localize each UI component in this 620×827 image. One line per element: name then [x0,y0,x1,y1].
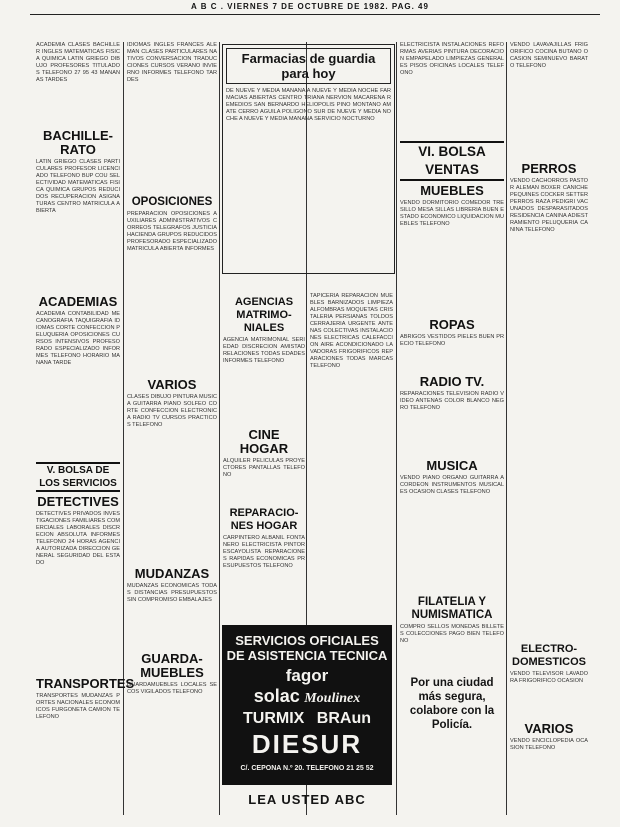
classified-text: VENDO CACHORROS PASTOR ALEMAN BOXER CANICHE PEQUINES COCKER SETTER PERROS RAZA PEDIGRI VACUNADOS DESPARASITADOS RESIDENCIA CANINA ADIESTRAMIENTO PELUQUERIA CANINA TELEFONO [510,178,589,233]
column-divider [123,42,124,815]
page-header: A B C . VIERNES 7 DE OCTUBRE DE 1982. PAG. 49 [191,2,429,11]
column-divider [219,42,220,815]
column-divider [396,42,397,815]
column-1 [36,42,135,812]
classified-text: TAPICERIA REPARACION MUEBLES BARNIZADOS LIMPIEZA ALFOMBRAS MOQUETAS CRISTALERIA PERSIANAS TOLDOS CERRAJERIA URGENTE ANTENAS COLECTIVAS INSTALACIONES ELECTRICAS CALEFACCION AIRE ACONDICIONADO LAVADORAS FRIGORIFICOS REPARACIONES TODAS MARCAS TELEFONO [310,293,393,369]
section-title-guardamuebles: GUARDA-MUEBLES [140,651,204,680]
section-title-bolsa-ventas: VI. BOLSA VENTAS [400,141,504,181]
police-campaign: Por una ciudad más segura, colabore con la Policía. [409,677,495,731]
column-5 [400,42,504,812]
section-title-bachillerato: BACHILLE-RATO [42,128,114,157]
farmacias-title: Farmacias de guardia para hoy [226,48,391,84]
section-title-academias: ACADEMIAS [38,294,118,309]
classified-text: AGENCIA MATRIMONIAL SERIEDAD DISCRECION AMISTAD RELACIONES TODAS EDADES INFORMES TELEFONO [223,337,305,364]
section-title-ropas: ROPAS [429,317,475,332]
classified-text: ABRIGOS VESTIDOS PIELES BUEN PRECIO TELEFONO [400,334,504,347]
ad-address: C/. CEPONA N.º 20. TELEFONO 21 25 52 [240,765,374,772]
column-4 [310,293,393,623]
servicios-oficiales-ad [222,625,392,785]
classified-text: CARPINTERO ALBANIL FONTANERO ELECTRICISTA PINTOR ESCAYOLISTA REPARACIONES RAPIDAS ECONOMICAS PRESUPUESTOS TELEFONO [223,535,305,569]
brand-braun: BRAun [316,710,371,727]
classified-text: LATIN GRIEGO CLASES PARTICULARES PROFESOR LICENCIADO TELEFONO BUP COU SELECTIVIDAD MATEMATICAS FISICA QUIMICA GRUPOS REDUCIDOS RECUPERACION ASIGNATURAS CENTRO MATRICULA ABIERTA [36,159,120,214]
section-title-mudanzas: MUDANZAS [134,566,210,581]
section-title-oposiciones: OPOSICIONES [131,196,213,208]
brand-turmix: TURMIX [243,710,305,727]
section-title-radio-tv: RADIO TV. [419,374,485,389]
lea-usted-abc: LEA USTED ABC [248,792,366,807]
section-title-musica: MUSICA [426,458,478,473]
ad-line: DE ASISTENCIA TECNICA [226,648,388,663]
classified-text: TRANSPORTES MUDANZAS PORTES NACIONALES ECONOMICOS FURGONETA CAMION TELEFONO [36,693,120,720]
column-divider [506,42,507,815]
section-title-muebles: MUEBLES [420,183,484,198]
brand-fagor: fagor [285,666,329,685]
section-title-varios: VARIOS [147,377,197,392]
classified-text: ELECTRICISTA INSTALACIONES REFORMAS AVERIAS PINTURA DECORACION EMPAPELADO LIMPIEZAS GENERALES PISOS OFICINAS LOCALES TELEFONO [400,42,504,76]
brand-solac: solac [253,686,300,706]
section-title-transportes: TRANSPORTES [36,676,135,691]
section-title-agencias: AGENCIAS MATRIMO-NIALES [234,296,294,334]
classified-text: CLASES DIBUJO PINTURA MUSICA GUITARRA PIANO SOLFEO CORTE CONFECCION ELECTRONICA RADIO TV CURSOS PRACTICOS TELEFONO [127,394,217,428]
section-title-reparaciones: REPARACIO-NES HOGAR [229,507,299,532]
section-title-electrodomesticos: ELECTRO-DOMESTICOS [512,643,586,668]
section-title-bolsa-servicios: V. BOLSA DE LOS SERVICIOS [36,462,120,492]
column-6 [510,42,588,812]
classified-text: VENDO LAVAVAJILLAS FRIGORIFICO COCINA BUTANO OCASION SEMINUEVO BARATO TELEFONO [510,42,588,69]
classified-text: ALQUILER PELICULAS PROYECTORES PANTALLAS TELEFONO [223,458,305,478]
classified-text: MUDANZAS ECONOMICAS TODAS DISTANCIAS PRESUPUESTOS SIN COMPROMISO EMBALAJES [127,583,217,603]
section-title-filatelia: FILATELIA Y NUMISMATICA [411,596,493,621]
farmacias-box [222,44,395,274]
classified-text: IDIOMAS INGLES FRANCES ALEMAN CLASES PARTICULARES NATIVOS CONVERSACION TRADUCCIONES CURSOS VERANO INVIERNO INFORMES TELEFONO TARDES [127,42,217,83]
ad-line: SERVICIOS OFICIALES [235,633,379,648]
header-rule [30,14,600,15]
classified-text: ACADEMIA CONTABILIDAD MECANOGRAFIA TAQUIGRAFIA IDIOMAS CORTE CONFECCION PELUQUERIA OPOSICIONES CURSOS INTENSIVOS PROFESORADO ESPECIALIZADO INFORMES TELEFONO HORARIO MANANA TARDE [36,311,120,366]
classified-text: VENDO PIANO ORGANO GUITARRA ACORDEON INSTRUMENTOS MUSICALES OCASION CLASES TELEFONO [400,475,504,495]
brand-diesur: DIESUR [251,729,363,759]
classified-text: PREPARACION OPOSICIONES AUXILIARES ADMINISTRATIVOS CORREOS TELEGRAFOS JUSTICIA HACIENDA GRUPOS REDUCIDOS PROFESORADO ESPECIALIZADO MATRICULA ABIERTA INFORMES [127,211,217,252]
classified-text: VENDO TELEVISOR LAVADORA FRIGORIFICO OCASION [510,671,588,684]
classified-text: GUARDAMUEBLES LOCALES SECOS VIGILADOS TELEFONO [127,682,217,695]
classified-text: ACADEMIA CLASES BACHILLER INGLES MATEMATICAS FISICA QUIMICA LATIN GRIEGO DIBUJO PROFESORES TITULADOS TELEFONO 27 95 43 MANANAS TARDES [36,42,120,83]
classified-text: DETECTIVES PRIVADOS INVESTIGACIONES FAMILIARES COMERCIALES LABORALES DISCRECION ABSOLUTA INFORMES TELEFONO 24 HORAS AGENCIA AUTORIZADA DIRECCION GENERAL SEGURIDAD DEL ESTADO [36,511,120,566]
section-title-varios-6: VARIOS [524,721,574,736]
section-title-detectives: DETECTIVES [37,494,119,509]
farmacias-list: DE NUEVE Y MEDIA MANANA A NUEVE Y MEDIA NOCHE FARMACIAS ABIERTAS CENTRO TRIANA NERVION MACARENA REMEDIOS SAN BERNARDO HELIOPOLIS PINO MONTANO AMATE CERRO AGUILA POLIGONO SUR DE NUEVE Y MEDIA NOCHE A NUEVE Y MEDIA MANANA SERVICIO NOCTURNO [226,88,391,122]
brand-moulinex: Moulinex [304,691,361,706]
classified-text: REPARACIONES TELEVISION RADIO VIDEO ANTENAS COLOR BLANCO NEGRO TELEFONO [400,391,504,411]
column-2 [127,42,217,812]
column-3 [223,293,305,623]
section-title-perros: PERROS [521,161,577,176]
classified-text: VENDO DORMITORIO COMEDOR TRESILLO MESA SILLAS LIBRERIA BUEN ESTADO ECONOMICO LIQUIDACION MUEBLES TELEFONO [400,200,504,227]
section-title-cine-hogar: CINE HOGAR [239,427,289,456]
classified-text: COMPRO SELLOS MONEDAS BILLETES COLECCIONES PAGO BIEN TELEFONO [400,624,504,644]
classified-text: VENDO ENCICLOPEDIA OCASION TELEFONO [510,738,588,751]
